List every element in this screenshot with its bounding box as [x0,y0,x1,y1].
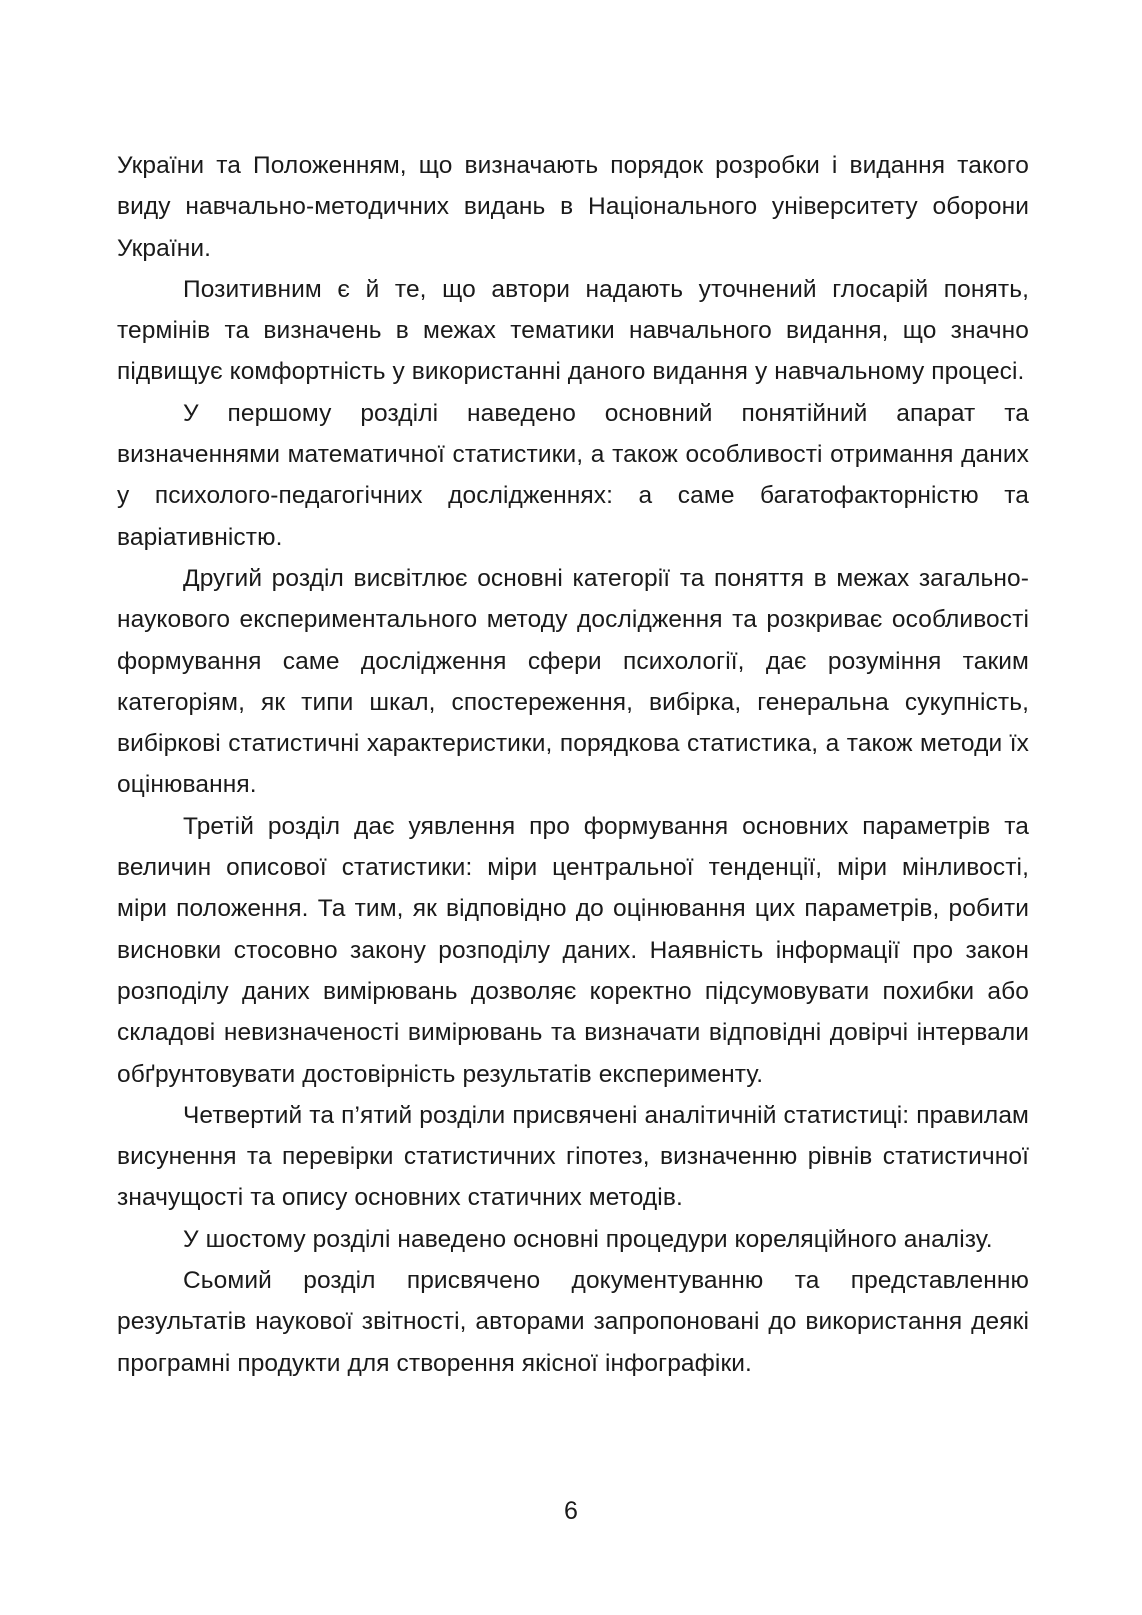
page-number: 6 [564,1497,578,1525]
paragraph-section-1: У першому розділі наведено основний понятійний апарат та визначеннями математичної статистики, а також особливості отримання даних у психолого-педагогічних дослідженнях: а саме багатофакторністю та варіативністю. [117,399,1029,551]
paragraph-section-6: У шостому розділі наведено основні процедури кореляційного аналізу. [183,1225,993,1253]
paragraph-section-7: Сьомий розділ присвячено документуванню та представленню результатів наукової звітності, авторами запропоновані до використання деякі програмні продукти для створення якісної інфографіки. [117,1267,1029,1377]
body-text [117,145,1029,1384]
paragraph-section-2: Другий розділ висвітлює основні категорії та поняття в межах загально-наукового експериментального методу дослідження та розкриває особливості формування саме дослідження сфери психології, дає розуміння таким категоріям, як типи шкал, спостереження, вибірка, генеральна сукупність, вибіркові статистичні характеристики, порядкова статистика, а також методи їх оцінювання. [117,564,1029,799]
paragraph-section-4-5: Четвертий та п’ятий розділи присвячені аналітичній статистиці: правилам висунення та перевірки статистичних гіпотез, визначенню рівнів статистичної значущості та опису основних статичних методів. [117,1101,1029,1212]
paragraph-glossary: Позитивним є й те, що автори надають уточнений глосарій понять, термінів та визначень в межах тематики навчального видання, що значно підвищує комфортність у використанні даного видання у навчальному процесі. [117,275,1029,386]
paragraph-section-3: Третій розділ дає уявлення про формування основних параметрів та величин описової статистики: міри центральної тенденції, міри мінливості, міри положення. Та тим, як відповідно до оцінювання цих параметрів, робити висновки стосовно закону розподілу даних. Наявність інформації про закон розподілу даних вимірювань дозволяє коректно підсумовувати похибки або складові невизначеності вимірювань та визначати відповідні довірчі інтервали обґрунтовувати достовірність результатів експерименту. [117,812,1029,1088]
paragraph-continuation: України та Положенням, що визначають порядок розробки і видання такого виду навчально-методичних видань в Національного університету оборони України. [117,152,1029,262]
